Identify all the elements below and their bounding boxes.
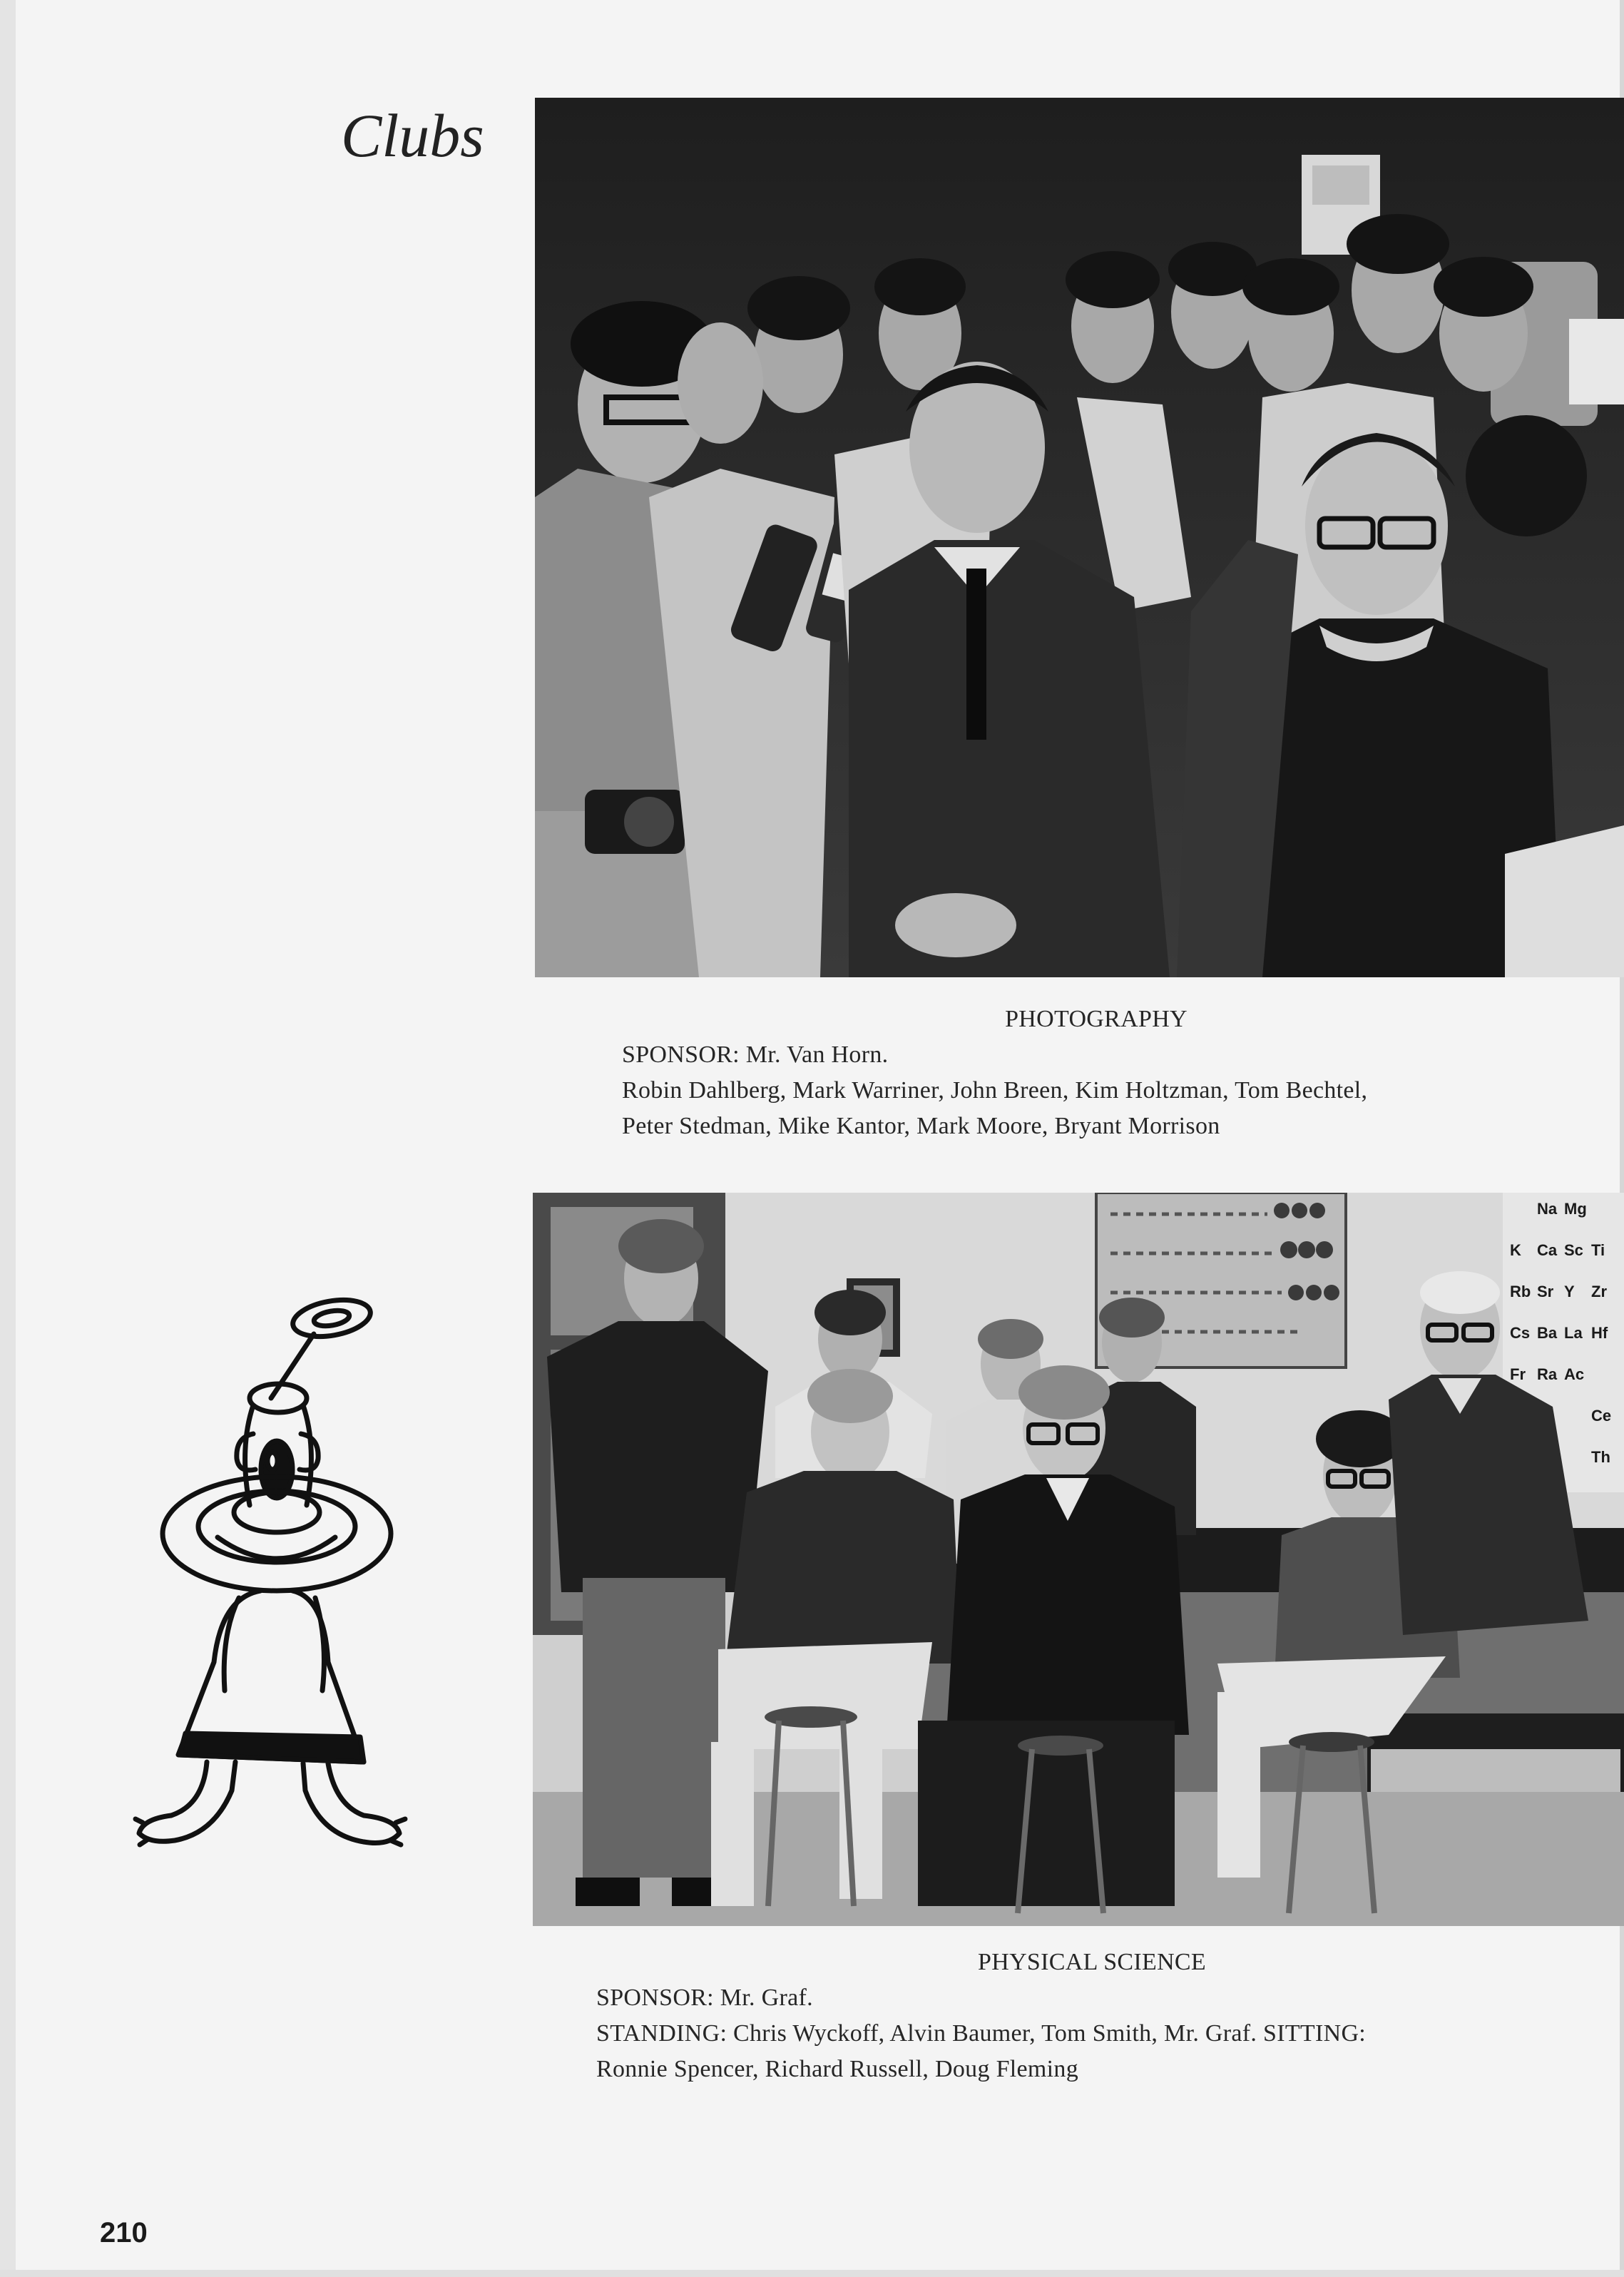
page-edge-left (0, 0, 16, 2277)
section-title: Clubs (341, 101, 484, 170)
periodic-symbol: Ba (1537, 1324, 1558, 1342)
periodic-symbol: La (1564, 1324, 1583, 1342)
photography-photo-image (535, 98, 1624, 977)
physical-science-title: PHYSICAL SCIENCE (978, 1949, 1206, 1975)
page-edge-bottom (0, 2270, 1624, 2277)
periodic-symbol: Ce (1591, 1407, 1612, 1425)
periodic-symbol: Fr (1510, 1365, 1526, 1383)
periodic-symbol: Na (1537, 1200, 1558, 1218)
physical-science-sponsor: SPONSOR: Mr. Graf. (596, 1985, 813, 2011)
physical-science-club-photo (533, 1193, 1624, 1926)
physical-science-photo-image (533, 1193, 1624, 1926)
periodic-symbol: Y (1564, 1283, 1575, 1300)
periodic-symbol: Sc (1564, 1241, 1583, 1259)
periodic-symbol: Sr (1537, 1283, 1554, 1300)
periodic-symbol: Zr (1591, 1283, 1607, 1300)
photography-sponsor: SPONSOR: Mr. Van Horn. (622, 1041, 889, 1068)
photography-club-photo (535, 98, 1624, 977)
physical-science-members-line2: Ronnie Spencer, Richard Russell, Doug Fleming (596, 2056, 1079, 2082)
photography-members-line2: Peter Stedman, Mike Kantor, Mark Moore, Bryant Morrison (622, 1113, 1220, 1139)
periodic-symbol: Mg (1564, 1200, 1587, 1218)
photography-members-line1: Robin Dahlberg, Mark Warriner, John Breen, Kim Holtzman, Tom Bechtel, (622, 1077, 1368, 1104)
page-number: 210 (100, 2217, 148, 2248)
periodic-symbol: Ra (1537, 1365, 1558, 1383)
periodic-symbol: Ac (1564, 1365, 1585, 1383)
physical-science-members-line1: STANDING: Chris Wyckoff, Alvin Baumer, Tom Smith, Mr. Graf. SITTING: (596, 2020, 1367, 2047)
photography-title: PHOTOGRAPHY (1005, 1006, 1188, 1032)
periodic-symbol: Cs (1510, 1324, 1531, 1342)
cartoon-mascot-icon (114, 1291, 428, 1876)
periodic-symbol: Rb (1510, 1283, 1531, 1300)
periodic-symbol: Ti (1591, 1241, 1605, 1259)
physical-science-caption (596, 1945, 1588, 2087)
periodic-symbol: K (1510, 1241, 1521, 1259)
periodic-symbol: Ca (1537, 1241, 1558, 1259)
periodic-symbol: Hf (1591, 1324, 1608, 1342)
photography-caption (622, 1002, 1571, 1144)
periodic-symbol: Th (1591, 1448, 1610, 1466)
